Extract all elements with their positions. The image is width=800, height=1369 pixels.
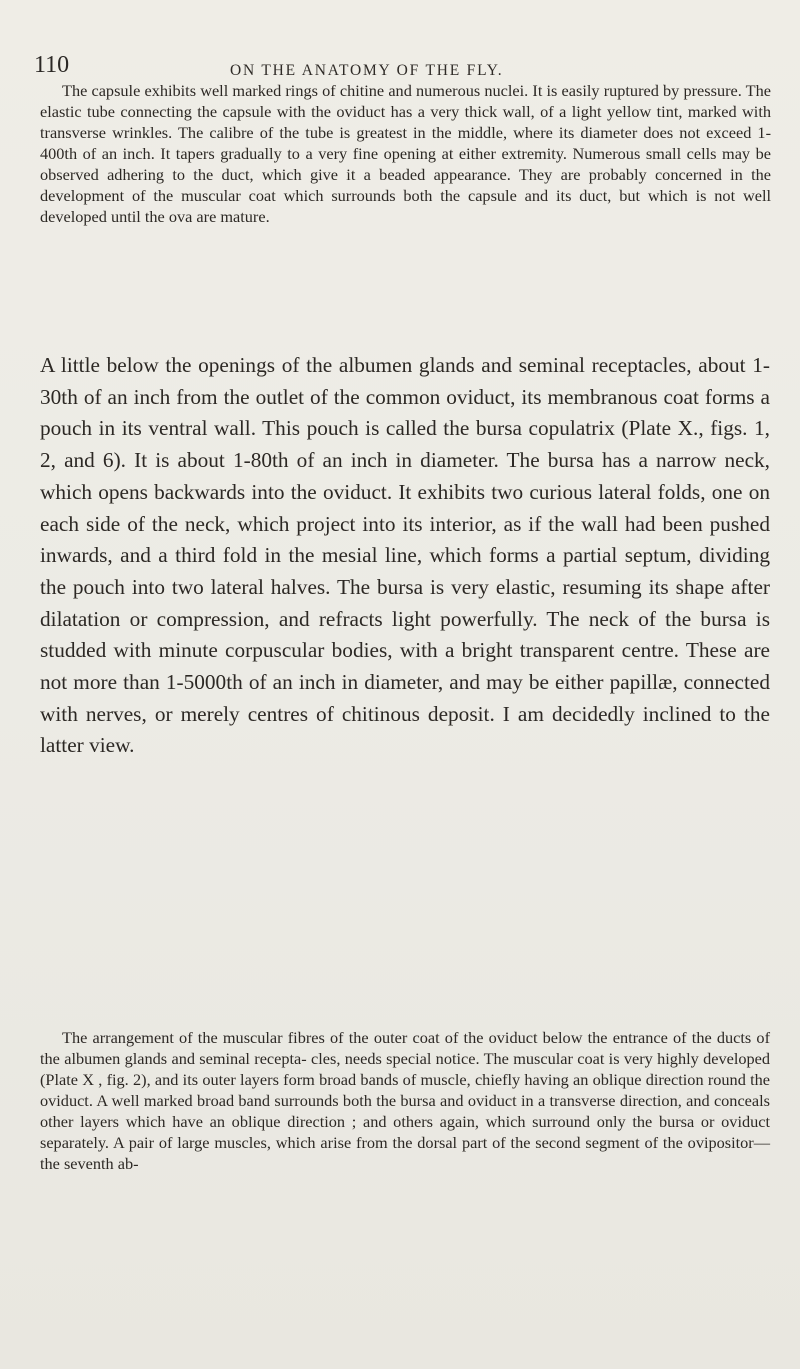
running-head: ON THE ANATOMY OF THE FLY.	[230, 62, 504, 79]
page-number: 110	[34, 52, 70, 78]
paragraph-capsule: The capsule exhibits well marked rings of chitine and numerous nuclei. It is easily ruptured by pressure. The elastic tube connecting the capsule with the oviduct has a very thick wall, of a light yellow tint, marked with transverse wrinkles. The calibre of the tube is greatest in the middle, where its diameter does not exceed 1-400th of an inch. It tapers gradually to a very fine opening at either extremity. Numerous small cells may be observed adhering to the duct, which give it a beaded appearance. They are probably concerned in the development of the muscular coat which surrounds both the capsule and its duct, but which is not well developed until the ova are mature.	[40, 81, 771, 226]
paragraph-bursa-copulatrix: A little below the openings of the albumen glands and seminal receptacles, about 1-30th of an inch from the outlet of the common oviduct, its membranous coat forms a pouch in its ventral wall. This pouch is called the bursa copulatrix (Plate X., figs. 1, 2, and 6). It is about 1-80th of an inch in diameter. The bursa has a narrow neck, which opens backwards into the oviduct. It exhibits two curious lateral folds, one on each side of the neck, which project into its interior, as if the wall had been pushed inwards, and a third fold in the mesial line, which forms a partial septum, dividing the pouch into two lateral halves. The bursa is very elastic, resuming its shape after dilatation or compression, and refracts light powerfully. The neck of the bursa is studded with minute corpuscular bodies, with a bright transparent centre. These are not more than 1-5000th of an inch in diameter, and may be either papillæ, connected with nerves, or merely centres of chitinous deposit. I am decidedly inclined to the latter view.	[40, 353, 770, 758]
paragraph-muscular-fibres: The arrangement of the muscular fibres of the outer coat of the oviduct below the entrance of the ducts of the albumen glands and seminal recepta- cles, needs special notice. The muscular coat is very highly developed (Plate X , fig. 2), and its outer layers form broad bands of muscle, chiefly having an oblique direction round the oviduct. A well marked broad band surrounds both the bursa and oviduct in a transverse direction, and conceals other layers which have an oblique direction ; and others again, which surround only the bursa or oviduct separately. A pair of large muscles, which arise from the dorsal part of the second segment of the ovipositor—the seventh ab-	[40, 1028, 770, 1173]
